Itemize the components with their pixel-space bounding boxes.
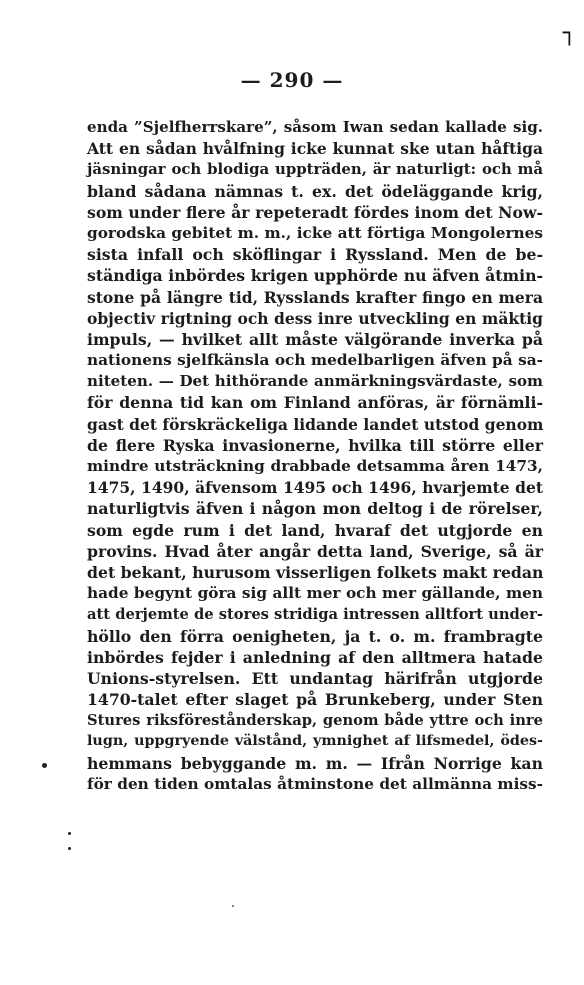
body-text: [87, 117, 543, 795]
text-line: för den tiden omtalas åtminstone det allmänna miss-: [87, 774, 543, 793]
text-line: för denna tid kan om Finland anföras, är förnämli-: [87, 393, 543, 413]
margin-speck: [232, 905, 234, 907]
text-line: gorodska gebitet m. m., icke att förtiga Mongolernes: [87, 223, 543, 242]
text-line: hemmans bebyggande m. m. — Ifrån Norrige kan: [87, 753, 543, 773]
margin-speck: [68, 832, 71, 835]
text-line: ständiga inbördes krigen upphörde nu äfven åtmin-: [87, 266, 543, 286]
text-line: inbördes fejder i anledning af den alltmera hatade: [87, 647, 543, 667]
text-line: jäsningar och blodiga uppträden, är naturligt: och må: [87, 160, 543, 179]
text-line: gast det förskräckeliga lidande landet utstod genom: [87, 414, 544, 434]
text-line: höllo den förra oenigheten, ja t. o. m. frambragte: [87, 626, 543, 646]
text-line: stone på längre tid, Rysslands krafter fingo en mera: [87, 287, 543, 307]
text-line: sista infall och sköflingar i Ryssland. Men de be-: [87, 245, 543, 265]
text-line: mindre utsträckning drabbade detsamma åren 1473,: [87, 457, 543, 475]
text-line: att derjemte de stores stridiga intressen alltfort under-: [87, 606, 543, 624]
text-line: objectiv rigtning och dess inre utveckling en mäktig: [87, 308, 543, 328]
text-line: Stures riksförestånderskap, genom både yttre och inre: [87, 712, 543, 730]
text-line: Att en sådan hvålfning icke kunnat ske utan håftiga: [87, 139, 543, 159]
text-line: niteten. — Det hithörande anmärkningsvärdaste, som: [87, 372, 543, 391]
page-number-header: — 290 —: [240, 68, 344, 92]
text-line: lugn, uppgryende välstånd, ymnighet af lifsmedel, ödes-: [87, 733, 543, 750]
text-line: enda ”Sjelfherrskare”, såsom Iwan sedan kallade sig.: [87, 118, 543, 136]
margin-speck: [68, 847, 71, 850]
text-line: 1475, 1490, äfvensom 1495 och 1496, hvarjemte det: [87, 478, 543, 498]
text-line: naturligtvis äfven i någon mon deltog i de rörelser,: [87, 499, 543, 519]
text-line: nationens sjelfkänsla och medelbarligen äfven på sa-: [87, 351, 543, 370]
text-line: bland sådana nämnas t. ex. det ödeläggande krig,: [87, 181, 543, 201]
text-line: hade begynt göra sig allt mer och mer gällande, men: [87, 584, 543, 603]
text-line: som under flere år repeteradt fördes inom det Now-: [87, 202, 543, 222]
text-line: 1470-talet efter slaget på Brunkeberg, under Sten: [87, 690, 543, 710]
corner-mark: ┐: [562, 20, 576, 46]
text-line: det bekant, hurusom visserligen folkets makt redan: [87, 562, 544, 582]
text-line: impuls, — hvilket allt måste välgörande inverka på: [87, 329, 543, 349]
text-line: provins. Hvad åter angår detta land, Sverige, så är: [87, 541, 543, 561]
text-line: de flere Ryska invasionerne, hvilka till större eller: [87, 435, 543, 455]
margin-speck: [42, 763, 47, 768]
text-line: Unions-styrelsen. Ett undantag härifrån utgjorde: [87, 668, 543, 688]
text-line: som egde rum i det land, hvaraf det utgjorde en: [87, 520, 543, 540]
